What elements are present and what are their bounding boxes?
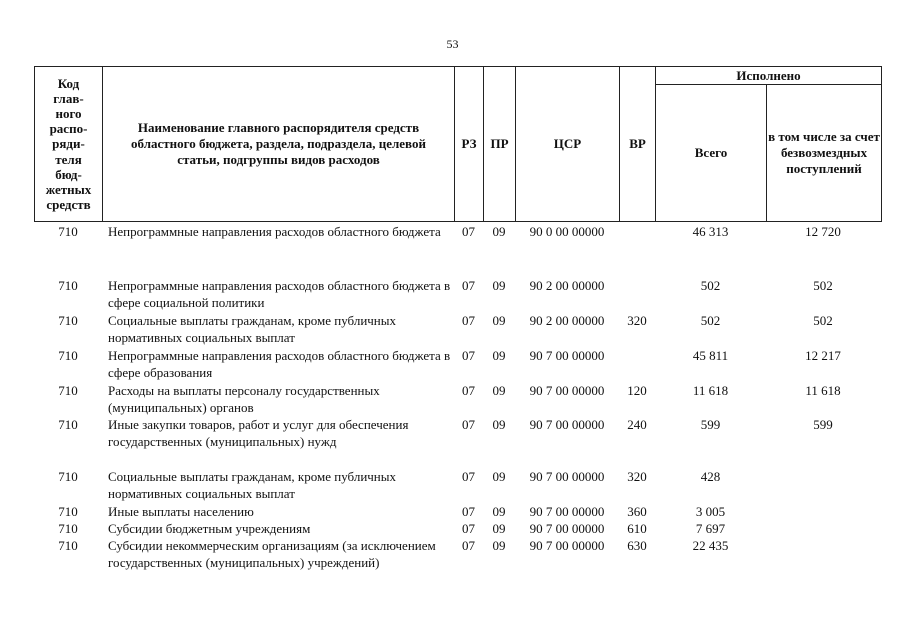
- cell-incl: 12 720: [805, 224, 841, 239]
- cell-incl: 11 618: [805, 383, 841, 398]
- header-name: Наименование главного распорядителя средств областного бюджета, раздела, подраздела, целевой статьи, подгруппы видов расходов: [103, 67, 455, 221]
- cell-code: 710: [58, 224, 78, 239]
- cell-pr: 09: [492, 417, 506, 432]
- cell-name: Социальные выплаты гражданам, кроме публичных нормативных социальных выплат: [108, 313, 396, 345]
- cell-vr: 240: [627, 417, 647, 432]
- cell-rz: 07: [462, 383, 475, 398]
- cell-csr: 90 7 00 00000: [529, 504, 605, 519]
- cell-code: 710: [58, 417, 78, 432]
- cell-code: 710: [58, 469, 78, 484]
- cell-pr: 09: [492, 348, 506, 363]
- cell-code: 710: [58, 521, 78, 536]
- cell-name: Субсидии бюджетным учреждениям: [108, 521, 311, 536]
- cell-name: Непрограммные направления расходов областного бюджета: [108, 224, 441, 239]
- cell-vr: 320: [627, 313, 647, 328]
- cell-vr: 630: [627, 538, 647, 553]
- cell-rz: 07: [462, 504, 475, 519]
- table-header: [34, 66, 882, 222]
- cell-code: 710: [58, 278, 78, 293]
- header-vr: ВР: [620, 67, 656, 221]
- cell-pr: 09: [492, 224, 506, 239]
- cell-total: 502: [700, 278, 721, 293]
- cell-code: 710: [58, 504, 78, 519]
- cell-incl: 502: [813, 278, 833, 293]
- cell-name: Иные выплаты населению: [108, 504, 254, 519]
- cell-csr: 90 0 00 00000: [529, 224, 605, 239]
- cell-rz: 07: [462, 313, 475, 328]
- cell-rz: 07: [462, 278, 475, 293]
- cell-code: 710: [58, 538, 78, 553]
- cell-vr: 360: [627, 504, 647, 519]
- cell-rz: 07: [462, 469, 475, 484]
- cell-csr: 90 7 00 00000: [529, 538, 605, 553]
- cell-pr: 09: [492, 504, 506, 519]
- cell-rz: 07: [462, 224, 475, 239]
- cell-code: 710: [58, 383, 78, 398]
- cell-csr: 90 2 00 00000: [529, 313, 605, 328]
- cell-total: 502: [700, 313, 721, 328]
- cell-vr: 320: [627, 469, 647, 484]
- cell-total: 46 313: [692, 224, 729, 239]
- cell-csr: 90 7 00 00000: [529, 521, 605, 536]
- cell-rz: 07: [462, 417, 475, 432]
- cell-incl: 599: [813, 417, 833, 432]
- cell-pr: 09: [492, 383, 506, 398]
- cell-total: 7 697: [695, 521, 726, 536]
- header-executed: Исполнено: [656, 67, 881, 85]
- cell-pr: 09: [492, 521, 506, 536]
- cell-pr: 09: [492, 313, 506, 328]
- header-pr: ПР: [484, 67, 516, 221]
- cell-rz: 07: [462, 521, 475, 536]
- cell-code: 710: [58, 313, 78, 328]
- cell-name: Непрограммные направления расходов областного бюджета в сфере образования: [108, 348, 451, 380]
- cell-pr: 09: [492, 538, 506, 553]
- header-code: Код глав- ного распо- ряди- теля бюд- жетных средств: [35, 67, 103, 221]
- header-rz: РЗ: [455, 67, 484, 221]
- cell-vr: 610: [627, 521, 647, 536]
- cell-total: 3 005: [695, 504, 726, 519]
- page-number: 53: [446, 37, 459, 51]
- cell-name: Социальные выплаты гражданам, кроме публичных нормативных социальных выплат: [108, 469, 396, 501]
- cell-name: Субсидии некоммерческим организациям (за исключением государственных (муниципальных) учреждений): [108, 538, 436, 570]
- cell-incl: 12 217: [805, 348, 841, 363]
- cell-csr: 90 2 00 00000: [529, 278, 605, 293]
- cell-csr: 90 7 00 00000: [529, 348, 605, 363]
- cell-total: 599: [700, 417, 721, 432]
- cell-rz: 07: [462, 538, 475, 553]
- header-total: Всего: [656, 85, 767, 221]
- cell-code: 710: [58, 348, 78, 363]
- header-incl: в том числе за счет безвозмездных поступлений: [768, 129, 880, 176]
- cell-name: Непрограммные направления расходов областного бюджета в сфере социальной политики: [108, 278, 451, 310]
- cell-csr: 90 7 00 00000: [529, 469, 605, 484]
- cell-pr: 09: [492, 469, 506, 484]
- cell-total: 428: [700, 469, 721, 484]
- cell-total: 45 811: [692, 348, 729, 363]
- cell-pr: 09: [492, 278, 506, 293]
- cell-incl: 502: [813, 313, 833, 328]
- cell-name: Иные закупки товаров, работ и услуг для обеспечения государственных (муниципальных) нужд: [108, 417, 409, 449]
- cell-name: Расходы на выплаты персоналу государственных (муниципальных) органов: [108, 383, 380, 415]
- cell-rz: 07: [462, 348, 475, 363]
- header-csr: ЦСР: [516, 67, 620, 221]
- cell-total: 22 435: [692, 538, 729, 553]
- cell-csr: 90 7 00 00000: [529, 417, 605, 432]
- cell-total: 11 618: [692, 383, 729, 398]
- cell-csr: 90 7 00 00000: [529, 383, 605, 398]
- cell-vr: 120: [627, 383, 647, 398]
